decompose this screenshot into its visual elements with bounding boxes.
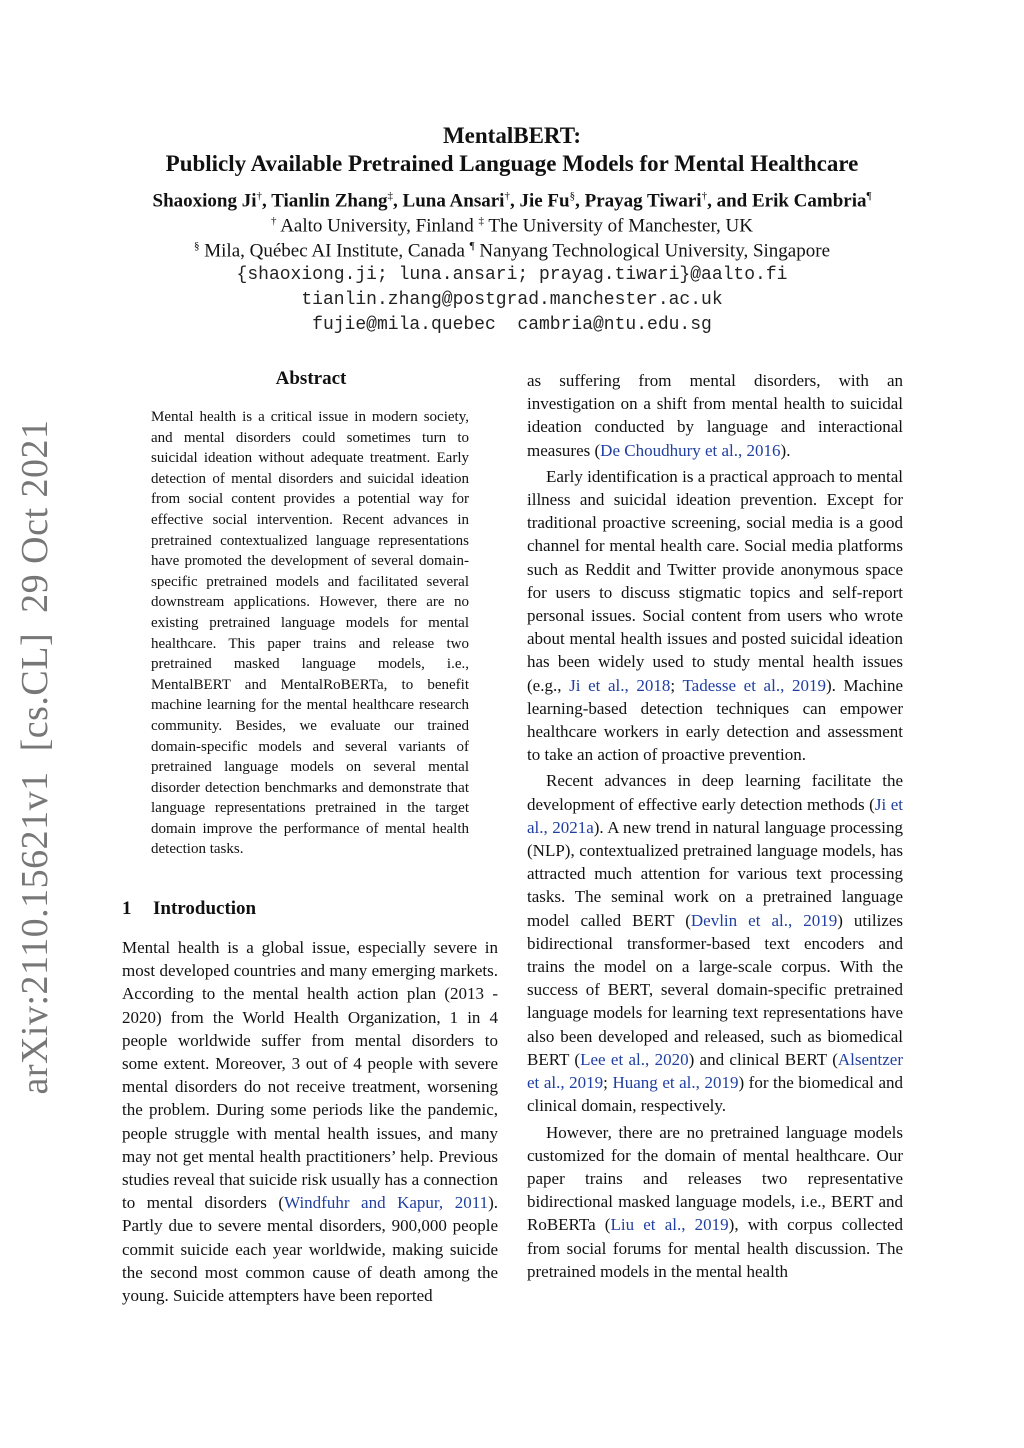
affiliation-line-1 (0, 215, 1024, 237)
affiliation-mark: ¶ (866, 190, 872, 202)
body-text: ), with corpus collected from social forums for mental health discussion. The pretrained models in the mental health (527, 1215, 903, 1281)
affiliation-mark: § (569, 190, 576, 202)
citation-link[interactable]: Tadesse et al., 2019 (682, 675, 826, 695)
author-separator: , and (707, 190, 752, 212)
citation-link[interactable]: Lee et al., 2020 (580, 1049, 689, 1069)
citation-link[interactable]: Devlin et al., 2019 (690, 910, 838, 930)
body-text: ; (670, 675, 683, 695)
body-text: ). A new trend in natural language processing (NLP), contextualized pretrained language models, has attracted much attention for various text processing tasks. The seminal work on a pretrained language model called BERT ( (527, 817, 903, 930)
paragraph-early-identification (527, 465, 903, 767)
paper-title (0, 122, 1024, 178)
arxiv-date: 29 Oct 2021 (14, 419, 56, 613)
body-text: Early identification is a practical approach to mental illness and suicidal ideation prevention. Except for traditional proactive screening, social media is a good channel for mental health care. Social media platforms such as Reddit and Twitter provide anonymous space for users to discuss stigmatic topics and self-report personal issues. Social content from users who wrote about mental health issues and posted suicidal ideation has been widely used to study mental health issues (e.g., (527, 466, 903, 695)
body-text: ) for the biomedical and clinical domain, respectively. (527, 1073, 904, 1116)
email-line-1[interactable]: {shaoxiong.ji; luna.ansari; prayag.tiwari}@aalto.fi (236, 265, 788, 285)
arxiv-id[interactable]: arXiv:2110.15621v1 (14, 771, 56, 1095)
body-text: ) and clinical BERT ( (688, 1049, 838, 1069)
affiliation-mark: † (271, 215, 277, 227)
author-name: Prayag Tiwari (584, 190, 702, 212)
affiliation-line-2 (0, 240, 1024, 262)
paragraph-recent-advances (527, 769, 903, 1117)
body-text: ) utilizes bidirectional transformer-based text encoders and trains the model on a large-scale corpus. With the success of BERT, several domain-specific pretrained language models for learning text representations have also been developed and released, such as biomedical BERT ( (527, 910, 904, 1069)
body-text: ; (603, 1073, 613, 1093)
author-separator: , (575, 190, 585, 212)
citation-link[interactable]: Windfuhr and Kapur, 2011 (284, 1193, 489, 1213)
arxiv-sidebar-stamp (13, 347, 57, 1167)
body-text: ). Partly due to severe mental disorders, 900,000 people commit suicide each year worldwide, making suicide the second most common cause of death among the young. Suicide attempters have been reported (122, 1193, 498, 1306)
affiliation-text: The University of Manchester, UK (483, 215, 753, 237)
intro-paragraph-1 (122, 936, 498, 1307)
title-line-2: Publicly Available Pretrained Language Models for Mental Healthcare (165, 151, 859, 176)
author-name: Tianlin Zhang (271, 190, 388, 212)
author-name: Shaoxiong Ji (152, 190, 257, 212)
body-text: as suffering from mental disorders, with an investigation on a shift from mental health to suicidal ideation conducted by language and interactional measures ( (527, 371, 903, 460)
author-name: Luna Ansari (402, 190, 505, 212)
author-name: Erik Cambria (751, 190, 867, 212)
section-number: 1 (122, 898, 132, 919)
author-separator: , (509, 190, 520, 212)
body-text: Mental health is a global issue, especially severe in most developed countries and many emerging markets. According to the mental health action plan (2013 - 2020) from the World Health Organization, 1 in 4 people worldwide suffer from mental disorders to some extent. Moreover, 3 out of 4 people with severe mental disorders do not receive treatment, worsening the problem. During some periods like the pandemic, people struggle with mental health issues, and many may not get mental health practitioners’ help. Previous studies reveal that suicide risk usually has a connection to mental disorders ( (122, 938, 498, 1213)
section-heading-introduction (122, 898, 256, 920)
author-name: Jie Fu (519, 190, 570, 212)
right-column (527, 369, 903, 1286)
affiliation-text: Nanyang Technological University, Singapore (474, 240, 830, 262)
citation-link[interactable]: Huang et al., 2019 (612, 1073, 739, 1093)
body-text: ). (780, 440, 791, 460)
abstract-text: Mental health is a critical issue in modern society, and mental disorders could sometimes turn to suicidal ideation without adequate treatment. Early detection of mental disorders and suicidal ideation from social content provides a potential way for effective social intervention. Recent advances in pretrained contextualized language representations have promoted the development of several domain-specific pretrained models and facilitated several downstream applications. However, there are no existing pretrained language models for mental healthcare. This paper trains and release two pretrained masked language models, i.e., MentalBERT and MentalRoBERTa, to benefit machine learning for the mental healthcare research community. Besides, we evaluate our trained domain-specific models and several variants of pretrained language models on several mental disorder detection benchmarks and demonstrate that language representations pretrained in the target domain improve the performance of mental health detection tasks. (151, 409, 469, 858)
citation-link[interactable]: Liu et al., 2019 (610, 1215, 729, 1235)
citation-link[interactable]: Ji et al., 2021a (527, 794, 903, 837)
author-separator: , (262, 190, 272, 212)
paragraph-however (527, 1121, 903, 1283)
affiliation-mark: ‡ (387, 190, 394, 202)
affiliation-mark: † (701, 190, 708, 202)
email-line-3[interactable]: fujie@mila.quebec cambria@ntu.edu.sg (312, 315, 712, 335)
paragraph-continued (527, 369, 903, 462)
affiliation-mark: † (504, 190, 510, 202)
affiliation-mark: ¶ (469, 240, 475, 252)
affiliation-mark: § (194, 240, 200, 252)
author-separator: , (393, 190, 403, 212)
affiliation-text: Mila, Québec AI Institute, Canada (199, 240, 470, 262)
body-text: ). Machine learning-based detection techniques can empower healthcare workers in early detection and assessment to take an action of proactive prevention. (527, 675, 903, 765)
affiliation-mark: ‡ (478, 215, 484, 227)
abstract-heading: Abstract (275, 368, 347, 389)
email-line-2[interactable]: tianlin.zhang@postgrad.manchester.ac.uk (301, 290, 723, 310)
affiliation-mark: † (256, 190, 263, 202)
citation-link[interactable]: De Choudhury et al., 2016 (600, 440, 781, 460)
section-title: Introduction (153, 898, 257, 919)
citation-link[interactable]: Alsentzer et al., 2019 (527, 1049, 904, 1093)
affiliation-text: Aalto University, Finland (276, 215, 479, 237)
body-text: Recent advances in deep learning facilitate the development of effective early detection methods ( (527, 771, 903, 814)
arxiv-category: [cs.CL] (14, 632, 56, 752)
body-text: However, there are no pretrained language models customized for the domain of mental healthcare. Our paper trains and releases two representative bidirectional masked language models, i.e., BERT and RoBERTa ( (527, 1122, 903, 1235)
author-list (0, 190, 1024, 212)
citation-link[interactable]: Ji et al., 2018 (569, 675, 671, 695)
title-line-1: MentalBERT: (442, 123, 582, 148)
